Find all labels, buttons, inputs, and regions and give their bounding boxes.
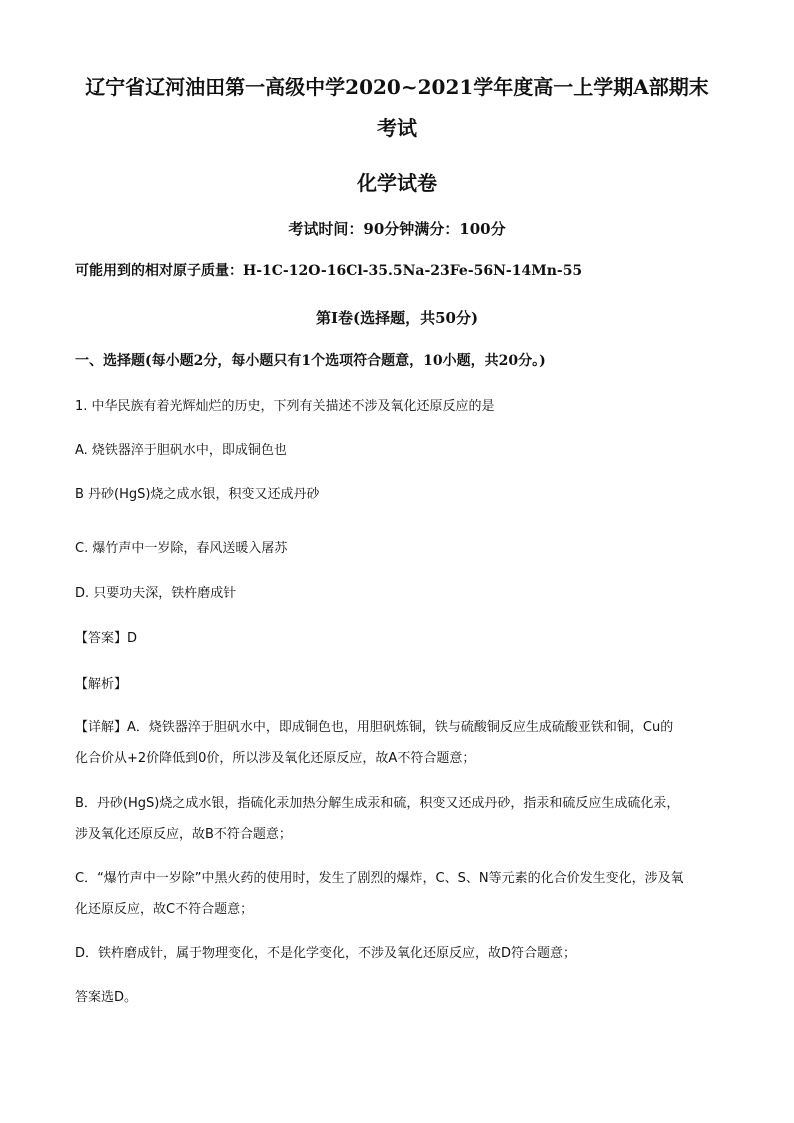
option-b: B 丹砂(HgS)烧之成水银，积变又还成丹砂 [75, 487, 320, 502]
detail-d: D．铁杵磨成针，属于物理变化，不是化学变化，不涉及氧化还原反应，故D符合题意； [75, 946, 577, 961]
subject-title: 化学试卷 [357, 171, 437, 195]
detail-a-line1: 【详解】A．烧铁器淬于胆矾水中，即成铜色也，用胆矾炼铜，铁与硫酸铜反应生成硫酸亚铁和铜，Cu的 [75, 720, 674, 735]
section-heading: 一、选择题(每小题2分，每小题只有1个选项符合题意，10小题，共20分。) [75, 353, 546, 369]
detail-c-line1: C．“爆竹声中一岁除”中黑火药的使用时，发生了剧烈的爆炸，C、S、N等元素的化合价发生变化，涉及氧 [75, 871, 684, 886]
detail-c-line2: 化还原反应，故C不符合题意； [75, 902, 254, 917]
detail-a-line2: 化合价从+2价降低到0价，所以涉及氧化还原反应，故A不符合题意； [75, 751, 476, 766]
atomic-mass-line: 可能用到的相对原子质量：H-1C-12O-16Cl-35.5Na-23Fe-56N-14Mn-55 [75, 263, 583, 279]
detail-b-line1: B．丹砂(HgS)烧之成水银，指硫化汞加热分解生成汞和硫，积变又还成丹砂，指汞和硫反应生成硫化汞， [75, 796, 680, 811]
option-d: D. 只要功夫深，铁杵磨成针 [75, 586, 237, 601]
analysis-label: 【解析】 [75, 677, 128, 692]
exam-title-line2: 考试 [377, 116, 417, 140]
answer-label: 【答案】D [75, 631, 138, 646]
exam-title-line1: 辽宁省辽河油田第一高级中学2020~2021学年度高一上学期A部期末 [85, 75, 709, 99]
exam-info: 考试时间：90分钟满分：100分 [288, 220, 506, 238]
conclusion: 答案选D。 [75, 990, 138, 1005]
part-heading: 第I卷(选择题，共50分) [315, 309, 479, 327]
option-c: C. 爆竹声中一岁除，春风送暖入屠苏 [75, 541, 288, 556]
detail-b-line2: 涉及氧化还原反应，故B不符合题意； [75, 827, 292, 842]
question-stem: 1. 中华民族有着光辉灿烂的历史，下列有关描述不涉及氧化还原反应的是 [75, 399, 495, 414]
option-a: A. 烧铁器淬于胆矾水中，即成铜色也 [75, 443, 287, 458]
